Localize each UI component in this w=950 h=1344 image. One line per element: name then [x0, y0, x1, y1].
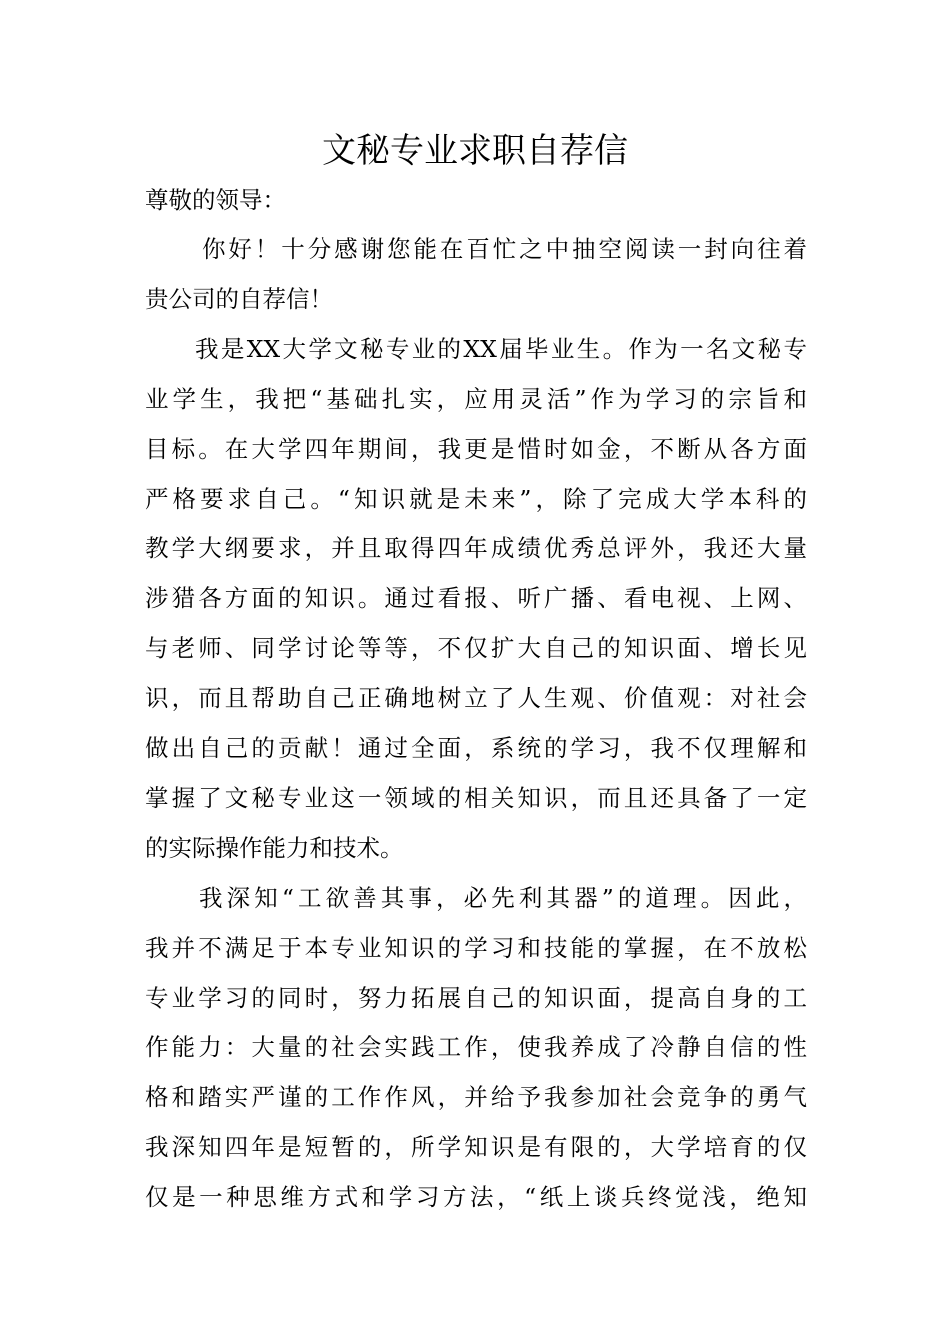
text-line: 严格要求自己。“知识就是未来”，除了完成大学本科的: [145, 484, 807, 513]
text-line: 作能力：大量的社会实践工作，使我养成了冷静自信的性: [145, 1033, 807, 1062]
text-line: 业学生，我把“基础扎实，应用灵活”作为学习的宗旨和: [145, 384, 807, 413]
text-line: 专业学习的同时，努力拓展自己的知识面，提高自身的工: [145, 983, 807, 1012]
text-line: 我深知四年是短暂的，所学知识是有限的，大学培育的仅: [145, 1133, 807, 1162]
text-line: 识，而且帮助自己正确地树立了人生观、价值观：对社会: [145, 684, 807, 713]
text-line: 我是XX大学文秘专业的XX届毕业生。作为一名文秘专: [195, 334, 807, 363]
text-line: 教学大纲要求，并且取得四年成绩优秀总评外，我还大量: [145, 534, 807, 563]
text-line: 做出自己的贡献！通过全面，系统的学习，我不仅理解和: [145, 734, 807, 762]
text-line: 的实际操作能力和技术。: [145, 833, 404, 862]
text-line: 我并不满足于本专业知识的学习和技能的掌握，在不放松: [145, 933, 807, 962]
text-line: 我深知“工欲善其事，必先利其器”的道理。因此，: [199, 883, 807, 912]
document-title: 文秘专业求职自荐信: [322, 131, 628, 171]
text-line: 涉猎各方面的知识。通过看报、听广播、看电视、上网、: [145, 584, 807, 613]
text-line: 贵公司的自荐信！: [145, 284, 333, 313]
text-line: 掌握了文秘专业这一领域的相关知识，而且还具备了一定: [145, 783, 807, 812]
text-line: 你好！十分感谢您能在百忙之中抽空阅读一封向往着: [202, 235, 807, 263]
text-line: 目标。在大学四年期间，我更是惜时如金，不断从各方面: [145, 434, 807, 463]
salutation: 尊敬的领导：: [145, 186, 286, 214]
text-line: 仅是一种思维方式和学习方法，“纸上谈兵终觉浅，绝知: [145, 1183, 807, 1212]
text-line: 格和踏实严谨的工作作风，并给予我参加社会竞争的勇气: [145, 1083, 807, 1112]
text-line: 与老师、同学讨论等等，不仅扩大自己的知识面、增长见: [145, 634, 807, 663]
